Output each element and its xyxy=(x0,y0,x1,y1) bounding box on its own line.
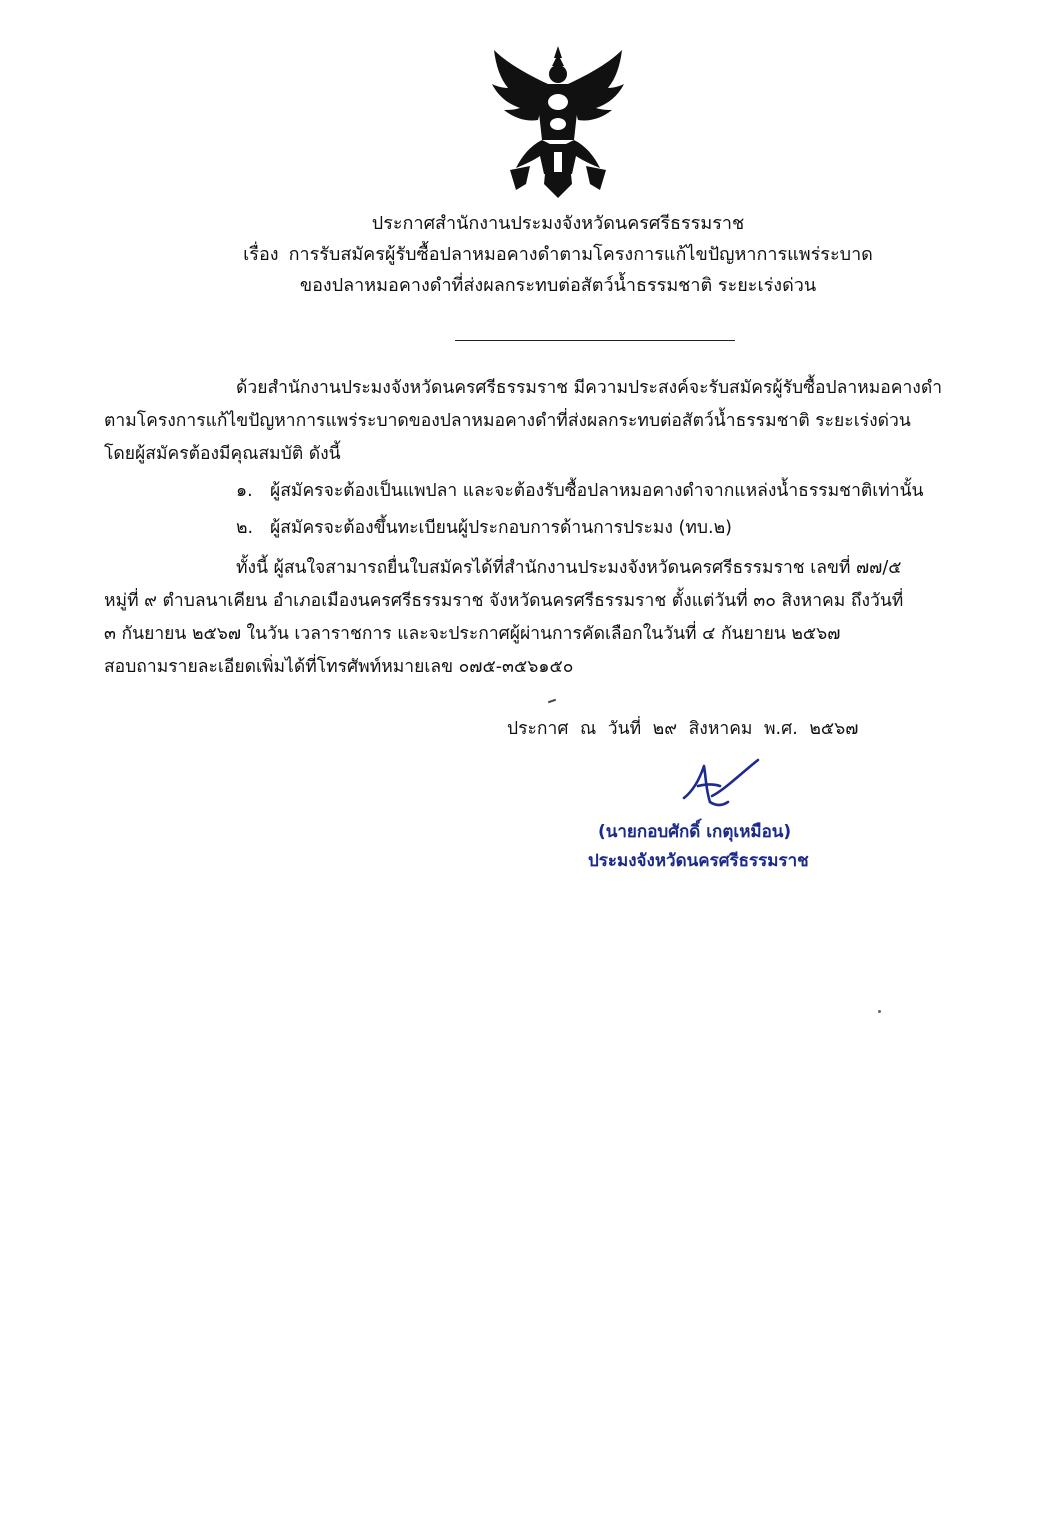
announcement-title xyxy=(0,208,1064,301)
intro-line: โดยผู้สมัครต้องมีคุณสมบัติ ดังนี้ xyxy=(104,444,341,464)
qualification-number: ๑. xyxy=(236,481,253,501)
stray-dot-mark xyxy=(878,1010,881,1013)
title-divider xyxy=(455,340,735,341)
intro-paragraph xyxy=(104,372,964,471)
signer-block xyxy=(588,818,828,876)
pen-tick-mark xyxy=(548,699,556,704)
signer-position: ประมงจังหวัดนครศรีธรรมราช xyxy=(588,851,809,871)
issuer-heading: ประกาศสำนักงานประมงจังหวัดนครศรีธรรมราช xyxy=(371,213,745,234)
details-line: หมู่ที่ ๙ ตำบลนาเคียน อำเภอเมืองนครศรีธรรมราช จังหวัดนครศรีธรรมราช ตั้งแต่วันที่ ๓๐ สิงหาคม ถึงวันที่ xyxy=(104,591,904,611)
qualification-text: ผู้สมัครจะต้องเป็นแพปลา และจะต้องรับซื้อปลาหมอคางดำจากแหล่งน้ำธรรมชาติเท่านั้น xyxy=(270,481,924,501)
handwritten-signature-icon xyxy=(676,756,776,818)
details-line: ทั้งนี้ ผู้สนใจสามารถยื่นใบสมัครได้ที่สำนักงานประมงจังหวัดนครศรีธรรมราช เลขที่ ๗๗/๕ xyxy=(236,558,902,578)
application-details-paragraph xyxy=(104,552,964,684)
intro-line: ตามโครงการแก้ไขปัญหาการแพร่ระบาดของปลาหมอคางดำที่ส่งผลกระทบต่อสัตว์น้ำธรรมชาติ ระยะเร่งด่วน xyxy=(104,411,911,431)
subject-text-line2: ของปลาหมอคางดำที่ส่งผลกระทบต่อสัตว์น้ำธรรมชาติ ระยะเร่งด่วน xyxy=(299,275,817,296)
qualification-list xyxy=(236,475,966,549)
subject-label: เรื่อง xyxy=(243,244,279,265)
details-line: สอบถามรายละเอียดเพิ่มได้ที่โทรศัพท์หมายเลข ๐๗๕-๓๕๖๑๕๐ xyxy=(104,657,574,677)
qualification-text: ผู้สมัครจะต้องขึ้นทะเบียนผู้ประกอบการด้านการประมง (ทบ.๒) xyxy=(270,518,732,538)
qualification-item xyxy=(236,512,966,545)
subject-text-line1: การรับสมัครผู้รับซื้อปลาหมอคางดำตามโครงการแก้ไขปัญหาการแพร่ระบาด xyxy=(288,244,873,265)
announcement-date: ประกาศ ณ วันที่ ๒๙ สิงหาคม พ.ศ. ๒๕๖๗ xyxy=(507,719,859,739)
details-line: ๓ กันยายน ๒๕๖๗ ในวัน เวลาราชการ และจะประกาศผู้ผ่านการคัดเลือกในวันที่ ๔ กันยายน ๒๕๖๗ xyxy=(104,624,841,644)
garuda-emblem-icon xyxy=(486,44,630,200)
qualification-item xyxy=(236,475,966,508)
intro-line: ด้วยสำนักงานประมงจังหวัดนครศรีธรรมราช มีความประสงค์จะรับสมัครผู้รับซื้อปลาหมอคางดำ xyxy=(236,378,943,398)
qualification-number: ๒. xyxy=(236,518,254,538)
signer-name: (นายกอบศักดิ์ เกตุเหมือน) xyxy=(598,822,792,842)
subject-line xyxy=(0,239,1064,270)
